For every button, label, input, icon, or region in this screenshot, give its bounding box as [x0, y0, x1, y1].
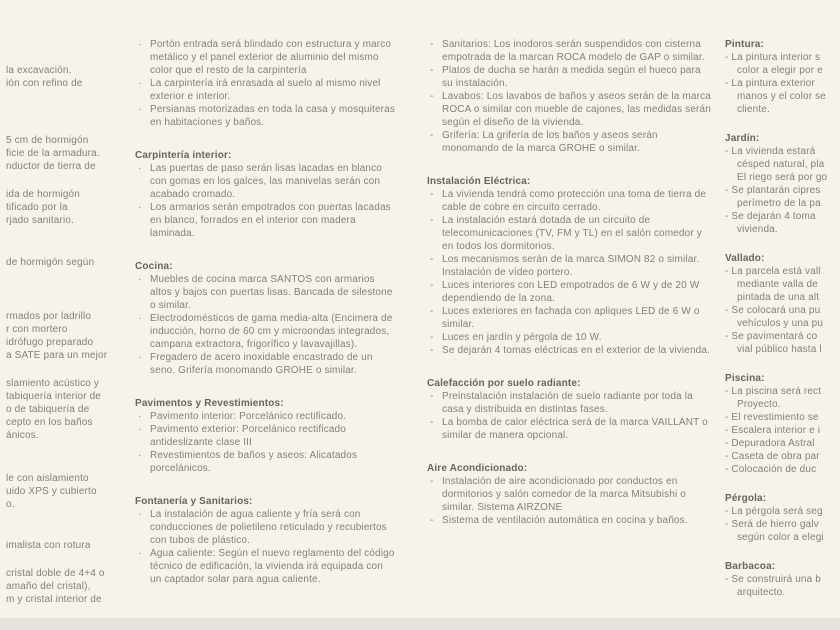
bullet-item	[725, 330, 840, 343]
bullet-item	[725, 424, 840, 437]
spec-section	[725, 560, 840, 599]
footer-bar	[0, 618, 840, 630]
section-heading: Pintura:	[725, 39, 764, 50]
bullet-item	[135, 351, 395, 377]
cropped-line: ficie de la armadura.	[6, 148, 100, 159]
cropped-line: de hormigón según	[6, 257, 95, 268]
bullet-marker: ·	[138, 313, 142, 324]
bullet-item	[135, 162, 395, 201]
bullet-item	[427, 305, 711, 331]
bullet-text: Luces interiores con LED empotrados de 6 W y de 20 W dependiendo de la zona.	[442, 280, 700, 304]
bullet-text: Sanitarios: Los inodoros serán suspendidos con cisterna empotrada de la marcan ROCA modelo de GAP o similar.	[442, 39, 705, 63]
bullet-text: Se dejarán 4 tomas eléctricas en el exterior de la vivienda.	[442, 345, 711, 356]
bullet-item	[135, 103, 395, 129]
bullet-item	[725, 304, 840, 317]
bullet-marker: -	[725, 464, 732, 475]
bullet-marker: ·	[138, 39, 142, 50]
bullet-item	[725, 573, 840, 586]
bullet-item	[427, 475, 711, 514]
bullet-text: Muebles de cocina marca SANTOS con armarios altos y bajos con puertas lisas. Bancada de silestone o similar.	[150, 274, 393, 311]
bullet-text-continued: pintada de una alt	[737, 292, 820, 303]
bullet-item	[135, 410, 395, 423]
cropped-line: 5 cm de hormigón	[6, 135, 89, 146]
section-heading: Aire Acondicionado:	[427, 463, 528, 474]
section-heading: Carpintería interior:	[135, 150, 232, 161]
bullet-marker: -	[725, 451, 732, 462]
bullet-text-continued: según color a elegi	[737, 532, 824, 543]
section-heading: Calefacción por suelo radiante:	[427, 378, 581, 389]
bullet-item	[427, 416, 711, 442]
bullet-marker: -	[430, 515, 434, 526]
bullet-marker: -	[430, 39, 434, 50]
bullet-marker: -	[725, 506, 732, 517]
bullet-item	[135, 547, 395, 586]
bullet-text: Instalación de aire acondicionado por conductos en dormitorios y salón comedor de la marca Mitsubishi o similar. Sistema AIRZONE	[442, 476, 687, 513]
cropped-line: uido XPS y cubierto	[6, 486, 97, 497]
bullet-marker: ·	[138, 163, 142, 174]
bullet-marker: ·	[138, 411, 142, 422]
bullet-marker: -	[725, 185, 732, 196]
bullet-marker: ·	[138, 274, 142, 285]
bullet-marker: -	[430, 130, 434, 141]
cropped-line: m y cristal interior de	[6, 594, 102, 605]
bullet-marker: -	[725, 331, 732, 342]
cropped-text-group	[6, 64, 124, 90]
bullet-item	[725, 210, 840, 223]
spec-section	[725, 372, 840, 476]
bullet-item	[427, 279, 711, 305]
cropped-line: tificado por la	[6, 202, 68, 213]
bullet-text: Lavabos: Los lavabos de baños y aseos serán de la marca ROCA o similar con mueble de cajones, las medidas serán según el diseño de la vivienda.	[442, 91, 711, 128]
section-heading: Cocina:	[135, 261, 173, 272]
bullet-item	[725, 450, 840, 463]
spec-section	[427, 38, 711, 155]
bullet-text: La pintura exterior	[731, 78, 815, 89]
bullet-item	[135, 449, 395, 475]
bullet-marker: -	[725, 52, 732, 63]
bullet-text-continued: Proyecto.	[737, 399, 781, 410]
cropped-line: a SATE para un mejor	[6, 350, 108, 361]
cropped-text-group	[6, 539, 124, 552]
bullet-marker: ·	[138, 202, 142, 213]
bullet-text: Los mecanismos serán de la marca SIMON 82 o similar. Instalación de vídeo portero.	[442, 254, 700, 278]
spec-section	[725, 132, 840, 236]
cropped-line: tabiquería interior de	[6, 391, 102, 402]
bullet-text: Pavimento exterior: Porcelánico rectificado antideslizante clase III	[150, 424, 346, 448]
bullet-text-continued: césped natural, pla	[737, 159, 825, 170]
bullet-marker: ·	[138, 352, 142, 363]
bullet-marker: -	[430, 189, 434, 200]
bullet-marker: -	[725, 78, 732, 89]
bullet-text-continued: vial público hasta l	[737, 344, 822, 355]
bullet-marker: ·	[138, 104, 142, 115]
bullet-marker: -	[725, 425, 732, 436]
bullet-item	[427, 331, 711, 344]
bullet-text: Se plantarán cipres	[731, 185, 821, 196]
spec-section	[725, 252, 840, 356]
section-heading: Fontanería y Sanitarios:	[135, 496, 253, 507]
bullet-text: Fregadero de acero inoxidable encastrado de un seno. Grifería monomando GROHE o similar.	[150, 352, 373, 376]
bullet-text: Depuradora Astral	[731, 438, 815, 449]
bullet-text: Agua caliente: Según el nuevo reglamento del código técnico de edificación, la vivienda irá equipada con un captador solar para agua caliente.	[150, 548, 395, 585]
cropped-line: amaño del cristal),	[6, 581, 91, 592]
bullet-item	[135, 508, 395, 547]
bullet-item	[135, 423, 395, 449]
bullet-marker: -	[430, 306, 434, 317]
bullet-marker: -	[725, 412, 732, 423]
bullet-marker: -	[430, 65, 434, 76]
cropped-line: cepto en los baños	[6, 417, 93, 428]
bullet-text-continued: manos y el color se	[737, 91, 826, 102]
cropped-line: idrófugo preparado	[6, 337, 94, 348]
bullet-item	[427, 390, 711, 416]
bullet-text: La instalación estará dotada de un circuito de telecomunicaciones (TV, FM y TL) en el salón comedor y en todos los dormitorios.	[442, 215, 702, 252]
bullet-text: La pérgola será seg	[731, 506, 823, 517]
bullet-item	[725, 437, 840, 450]
spec-section	[427, 175, 711, 357]
bullet-marker: -	[430, 280, 434, 291]
spec-column-carpinteria-cocina	[135, 0, 395, 630]
cropped-line: la excavación.	[6, 65, 72, 76]
bullet-text-continued: vehículos y una pu	[737, 318, 824, 329]
bullet-marker: -	[725, 386, 732, 397]
bullet-item	[725, 265, 840, 278]
cropped-text-group	[6, 472, 124, 511]
cropped-text-group	[6, 188, 124, 227]
section-heading: Pavimentos y Revestimientos:	[135, 398, 284, 409]
bullet-text: Portón entrada será blindado con estructura y marco metálico y el panel exterior de aluminio del mismo color que el resto de la carpintería	[150, 39, 392, 76]
bullet-marker: -	[430, 215, 434, 226]
bullet-item	[427, 253, 711, 279]
bullet-item	[135, 77, 395, 103]
bullet-marker: ·	[138, 548, 142, 559]
bullet-text: La vivienda estará	[731, 146, 816, 157]
bullet-text: Caseta de obra par	[731, 451, 820, 462]
spec-section	[135, 149, 395, 240]
spec-column-exteriores-cropped-right	[725, 0, 840, 630]
bullet-text: Luces exteriores en fachada con apliques LED de 6 W o similar.	[442, 306, 700, 330]
bullet-text: Se colocará una pu	[731, 305, 821, 316]
bullet-item	[135, 201, 395, 240]
bullet-marker: -	[725, 146, 732, 157]
section-heading: Vallado:	[725, 253, 765, 264]
spec-section	[135, 260, 395, 377]
spec-section	[135, 38, 395, 129]
bullet-marker: -	[725, 438, 732, 449]
bullet-marker: -	[430, 345, 434, 356]
bullet-marker: ·	[138, 424, 142, 435]
cropped-line: ánicos.	[6, 430, 39, 441]
bullet-text-continued: color a elegir por e	[737, 65, 823, 76]
bullet-text: Se dejarán 4 toma	[731, 211, 816, 222]
bullet-marker: -	[725, 574, 732, 585]
bullet-item	[135, 273, 395, 312]
bullet-text: La pintura interior s	[731, 52, 821, 63]
section-heading: Piscina:	[725, 373, 765, 384]
bullet-marker: -	[430, 417, 434, 428]
bullet-text-continued: arquitecto.	[737, 587, 786, 598]
cropped-text-group	[6, 134, 124, 173]
bullet-marker: -	[725, 211, 732, 222]
cropped-line: rjado sanitario.	[6, 215, 74, 226]
spec-section	[427, 462, 711, 527]
bullet-marker: ·	[138, 509, 142, 520]
bullet-marker: -	[430, 332, 434, 343]
bullet-item	[427, 38, 711, 64]
bullet-text-continued: mediante valla de	[737, 279, 818, 290]
bullet-text: Los armarios serán empotrados con puertas lacadas en blanco, forrados en el interior con madera laminada.	[150, 202, 391, 239]
spec-section	[725, 38, 840, 116]
bullet-item	[427, 129, 711, 155]
bullet-item	[427, 214, 711, 253]
bullet-item	[427, 64, 711, 90]
bullet-item	[427, 90, 711, 129]
bullet-text: Se construirá una b	[731, 574, 821, 585]
bullet-marker: -	[725, 305, 732, 316]
section-heading: Barbacoa:	[725, 561, 776, 572]
cropped-line: rmados por ladrillo	[6, 311, 92, 322]
bullet-item	[725, 411, 840, 424]
section-heading: Pérgola:	[725, 493, 767, 504]
cropped-line: le con aislamiento	[6, 473, 89, 484]
bullet-item	[725, 463, 840, 476]
cropped-line: ión con refino de	[6, 78, 83, 89]
bullet-item	[135, 38, 395, 77]
bullet-marker: ·	[138, 450, 142, 461]
cropped-line: cristal doble de 4+4 o	[6, 568, 105, 579]
bullet-text: Sistema de ventilación automática en cocina y baños.	[442, 515, 688, 526]
bullet-item	[725, 518, 840, 531]
bullet-item	[427, 514, 711, 527]
bullet-text: Preinstalación instalación de suelo radiante por toda la casa y distribuida en distintas fases.	[442, 391, 693, 415]
bullet-text: La piscina será rect	[731, 386, 822, 397]
cropped-line: imalista con rotura	[6, 540, 91, 551]
bullet-text: Grifería: La grifería de los baños y aseos serán monomando de la marca GROHE o similar.	[442, 130, 658, 154]
bullet-text: Persianas motorizadas en toda la casa y mosquiteras en habitaciones y baños.	[150, 104, 395, 128]
bullet-marker: -	[430, 91, 434, 102]
bullet-item	[135, 312, 395, 351]
bullet-text-continued: El riego será por go	[737, 172, 828, 183]
spec-section	[725, 492, 840, 544]
bullet-text: La bomba de calor eléctrica será de la marca VAILLANT o similar de manera opcional.	[442, 417, 708, 441]
bullet-marker: -	[430, 254, 434, 265]
bullet-marker: -	[430, 476, 434, 487]
bullet-text: La vivienda tendrá como protección una toma de tierra de cable de cobre en circuito cerrado.	[442, 189, 707, 213]
bullet-text: Escalera interior e i	[731, 425, 821, 436]
spec-section	[135, 495, 395, 586]
spec-column-instalaciones	[427, 0, 711, 630]
bullet-text: Pavimento interior: Porcelánico rectificado.	[150, 411, 347, 422]
cropped-line: slamiento acústico y	[6, 378, 100, 389]
bullet-text: Se pavimentará co	[731, 331, 818, 342]
cropped-text-group	[6, 256, 124, 269]
cropped-text-group	[6, 377, 124, 442]
bullet-item	[725, 77, 840, 90]
bullet-item	[725, 145, 840, 158]
bullet-item	[427, 344, 711, 357]
bullet-item	[725, 184, 840, 197]
bullet-text: Colocación de duc	[731, 464, 817, 475]
bullet-text-continued: cliente.	[737, 104, 770, 115]
cropped-line: nductor de tierra de	[6, 161, 96, 172]
cropped-line: r con mortero	[6, 324, 68, 335]
bullet-text: Revestimientos de baños y aseos: Alicatados porcelánicos.	[150, 450, 358, 474]
cropped-text-group	[6, 567, 124, 606]
bullet-item	[725, 505, 840, 518]
bullet-marker: -	[430, 391, 434, 402]
bullet-text: Luces en jardín y pérgola de 10 W.	[442, 332, 602, 343]
bullet-item	[725, 51, 840, 64]
cropped-line: o de tabiquería de	[6, 404, 90, 415]
cropped-line: ida de hormigón	[6, 189, 80, 200]
bullet-marker: -	[725, 519, 732, 530]
bullet-text: La instalación de agua caliente y fría será con conducciones de polietileno reticulado y recubiertos con tubos de plástico.	[150, 509, 387, 546]
bullet-text-continued: perímetro de la pa	[737, 198, 821, 209]
bullet-item	[427, 188, 711, 214]
bullet-text-continued: vivienda.	[737, 224, 778, 235]
spec-column-cropped-left	[6, 0, 124, 630]
bullet-marker: ·	[138, 78, 142, 89]
section-heading: Instalación Eléctrica:	[427, 176, 531, 187]
spec-section	[427, 377, 711, 442]
bullet-text: La parcela está vall	[731, 266, 821, 277]
bullet-text: El revestimiento se	[731, 412, 819, 423]
bullet-text: Platos de ducha se harán a medida según el hueco para su instalación.	[442, 65, 701, 89]
section-heading: Jardín:	[725, 133, 760, 144]
spec-section	[135, 397, 395, 475]
bullet-marker: -	[725, 266, 732, 277]
bullet-text: Las puertas de paso serán lisas lacadas en blanco con gomas en los galces, las manivelas serán con acabado cromado.	[150, 163, 382, 200]
bullet-text: Será de hierro galv	[731, 519, 819, 530]
bullet-item	[725, 385, 840, 398]
cropped-line: o.	[6, 499, 15, 510]
bullet-text: La carpintería irá enrasada al suelo al mismo nivel exterior e interior.	[150, 78, 381, 102]
cropped-text-group	[6, 310, 124, 362]
bullet-text: Electrodomésticos de gama media-alta (Encimera de inducción, horno de 60 cm y microondas integrados, campana extractora, frigorífico y lavavajillas).	[150, 313, 393, 350]
